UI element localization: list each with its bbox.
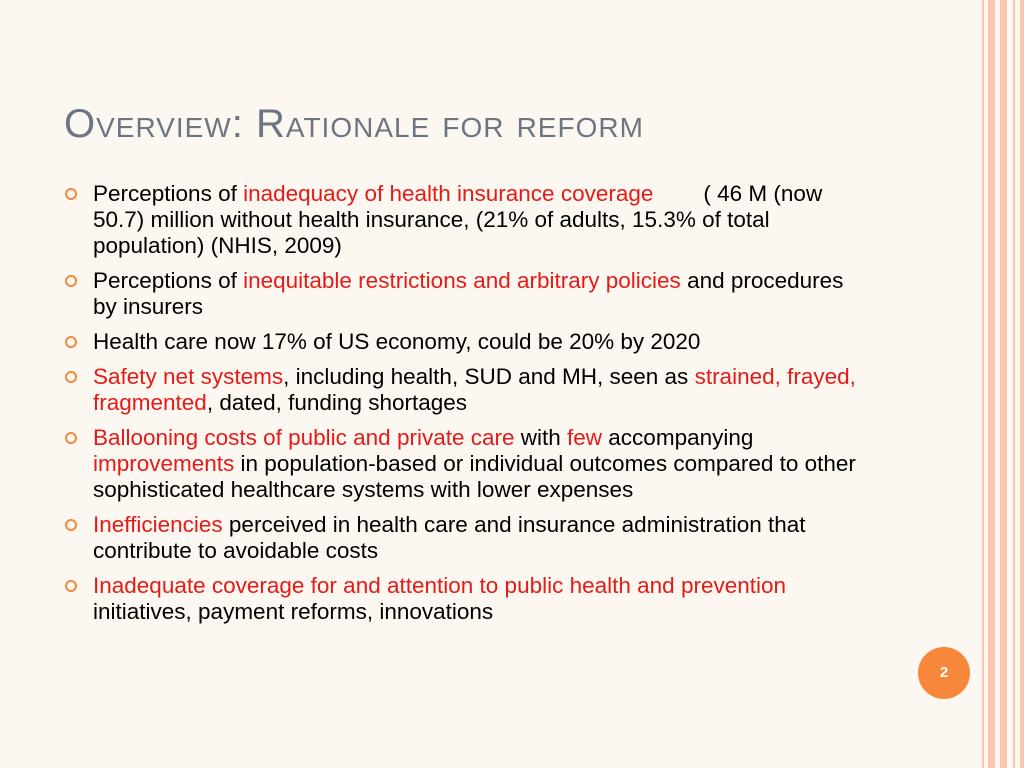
slide-title: Overview: Rationale for reform bbox=[64, 102, 644, 146]
highlight-text: Inefficiencies bbox=[93, 512, 223, 537]
bullet-item-prevention bbox=[65, 573, 865, 625]
bullet-item-safety-net bbox=[65, 364, 865, 416]
stripe bbox=[1013, 0, 1015, 768]
bullet-text: 46 M (now 50.7) million without health insurance, (21% of adults, 15.3% of total population) (NHIS, 2009) bbox=[93, 181, 823, 258]
bullet-item-coverage bbox=[65, 181, 865, 259]
stripe bbox=[1020, 0, 1024, 768]
highlight-text: Safety net systems bbox=[93, 364, 284, 389]
highlight-text: Ballooning costs of public and private care bbox=[93, 425, 515, 450]
bullet-item-restrictions bbox=[65, 268, 865, 320]
bullet-text: , dated, funding shortages bbox=[206, 390, 468, 415]
bullet-ring-icon bbox=[65, 371, 77, 383]
bullet-ring-icon bbox=[65, 188, 77, 200]
bullet-text: in population-based or individual outcomes compared to other sophisticated healthcare systems with lower expenses bbox=[93, 451, 856, 502]
highlight-text: inequitable restrictions and arbitrary policies bbox=[243, 268, 681, 293]
highlight-text: few bbox=[567, 425, 603, 450]
highlight-text: strained, frayed, fragmented bbox=[93, 364, 856, 415]
highlight-text: Inadequate coverage for and attention to public health and prevention bbox=[93, 573, 787, 598]
bullet-text: perceived in health care and insurance administration that contribute to avoidable costs bbox=[93, 512, 806, 563]
bullet-ring-icon bbox=[65, 580, 77, 592]
bullet-ring-icon bbox=[65, 519, 77, 531]
stripe bbox=[1000, 0, 1007, 768]
bullet-text: Health care now 17% of US economy, could be 20% by 2020 bbox=[93, 329, 701, 354]
bullet-text: initiatives, payment reforms, innovations bbox=[93, 599, 494, 624]
bullet-item-costs bbox=[65, 425, 865, 503]
bullet-text: with bbox=[514, 425, 568, 450]
bullet-text: Perceptions of bbox=[93, 268, 244, 293]
bullet-text: Perceptions of bbox=[93, 181, 244, 206]
bullet-text: ( bbox=[703, 181, 711, 206]
bullet-list bbox=[65, 181, 865, 634]
stripe bbox=[982, 0, 984, 768]
stripe bbox=[988, 0, 995, 768]
highlight-text: improvements bbox=[93, 451, 235, 476]
bullet-ring-icon bbox=[65, 432, 77, 444]
bullet-text: accompanying bbox=[602, 425, 754, 450]
bullet-text: , including health, SUD and MH, seen as bbox=[283, 364, 695, 389]
bullet-item-inefficiencies bbox=[65, 512, 865, 564]
bullet-item-economy bbox=[65, 329, 865, 355]
bullet-text: and procedures by insurers bbox=[93, 268, 844, 319]
bullet-ring-icon bbox=[65, 336, 77, 348]
bullet-ring-icon bbox=[65, 275, 77, 287]
decorative-stripes bbox=[980, 0, 1024, 768]
page-number-badge: 2 bbox=[918, 647, 970, 699]
highlight-text: inadequacy of health insurance coverage bbox=[243, 181, 654, 206]
